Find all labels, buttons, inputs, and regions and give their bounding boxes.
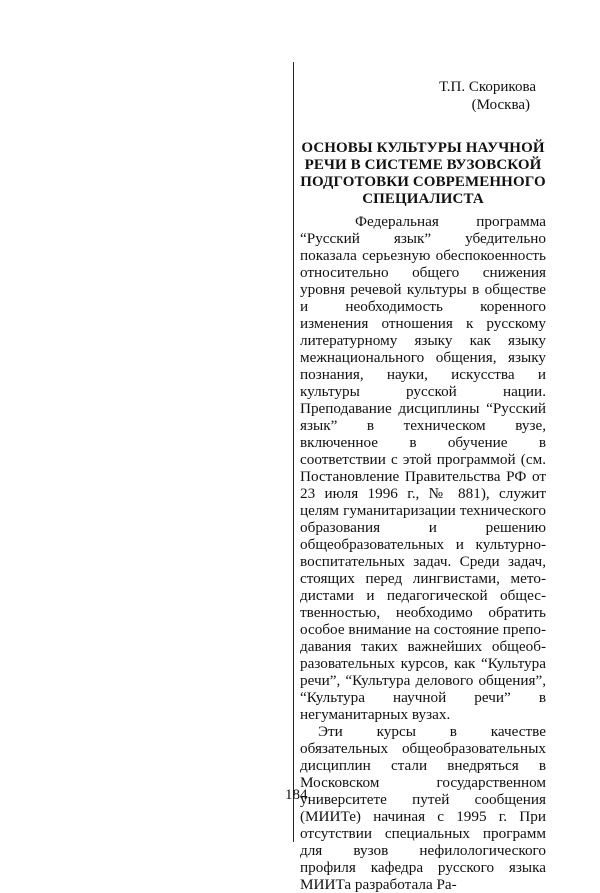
author-city: (Москва): [471, 97, 530, 113]
page-number: 184: [285, 787, 308, 803]
paragraph-2: Эти курсы в качестве обязательных общеобразовательных дисциплин стали внедряться в Московском государственном университете путей сообщения (МИИТе) начиная с 1995 г. При отсутствии специальных программ для вузов нефилологического профиля кафедра русского языка МИИТа разработала Ра-: [300, 723, 546, 893]
article-body: [300, 213, 546, 893]
paragraph-1: Федеральная программа “Русский язык” убедительно показала серьезную обеспокоенность относительно общего снижения уровня речевой культуры в обществе и необходимость коренного изменения отношения к русскому литературному языку как языку межнационального общения, языку познания, науки, искусства и культуры русской нации. Преподавание дисциплины “Русский язык” в техническом вузе, включенное в обучение в соответствии с этой программой (см. Постановление Правительства РФ от 23 июля 1996 г., № 881), служит целям гуманитаризации технического образования и решению общеобразовательных и культурновоспитательных задач. Среди задач, стоящих перед лингвистами, методистами и педагогической общественностью, необходимо обратить особое внимание на состояние преподавания таких важнейших общеобразовательных курсов, как “Культура речи”, “Культура делового общения”, “Культура научной речи” в негуманитарных вузах.: [300, 213, 546, 723]
article-title: ОСНОВЫ КУЛЬТУРЫ НАУЧНОЙ РЕЧИ В СИСТЕМЕ ВУЗОВСКОЙ ПОДГОТОВКИ СОВРЕМЕННОГО СПЕЦИАЛИСТА: [300, 140, 546, 207]
author-name: Т.П. Скорикова: [439, 79, 536, 95]
author-block: [439, 78, 536, 114]
vertical-divider: [293, 62, 294, 842]
